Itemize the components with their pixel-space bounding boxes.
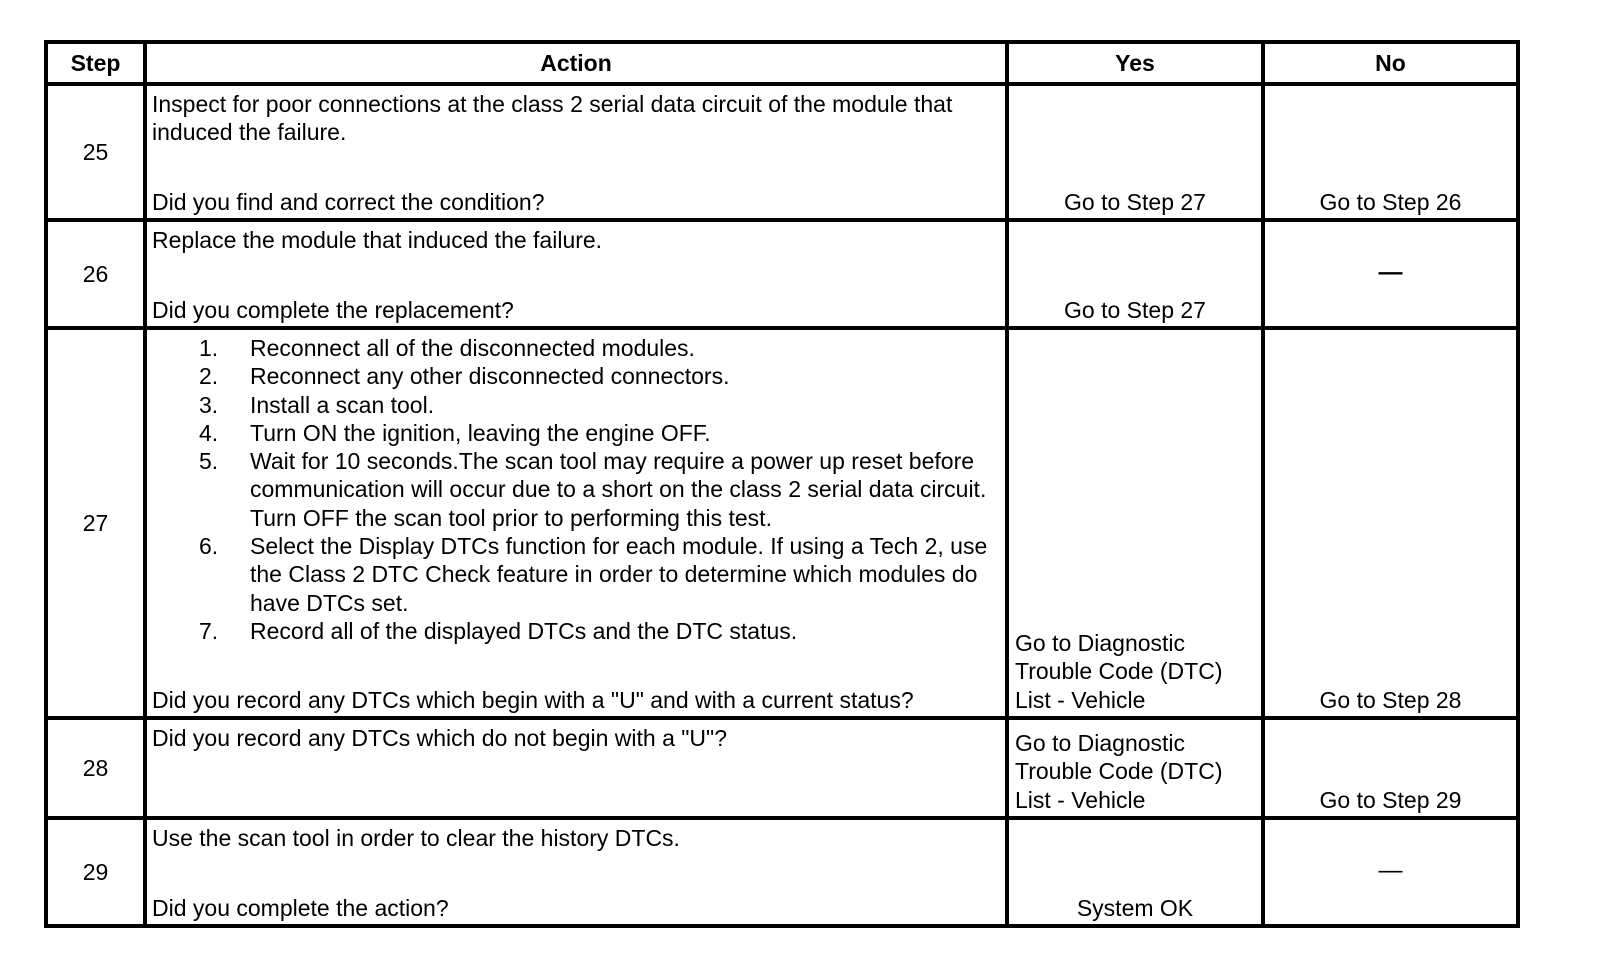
action-instruction: Inspect for poor connections at the class 2 serial data circuit of the module that induced the failure. <box>152 91 953 146</box>
table-row-step-27 <box>46 328 1518 718</box>
yes-result: Go to Diagnostic Trouble Code (DTC) List - Vehicle <box>1007 718 1263 818</box>
header-yes: Yes <box>1007 42 1263 84</box>
procedure-item-text: Reconnect all of the disconnected modules. <box>250 335 695 361</box>
procedure-item <box>152 334 997 362</box>
table-row-step-28 <box>46 718 1518 818</box>
action-instruction: Replace the module that induced the failure. <box>152 227 603 253</box>
action-question: Did you complete the replacement? <box>152 296 514 323</box>
procedure-item-text: Install a scan tool. <box>250 391 435 418</box>
action-question: Did you complete the action? <box>152 894 449 921</box>
no-result: Go to Step 26 <box>1263 84 1518 220</box>
procedure-item-number: 3. <box>199 391 219 418</box>
header-no: No <box>1263 42 1518 84</box>
procedure-item <box>152 419 997 447</box>
table-row-step-29 <box>46 818 1518 926</box>
table-row-step-25 <box>46 84 1518 220</box>
action-question: Did you record any DTCs which do not begin with a "U"? <box>152 725 727 751</box>
procedure-item-number: 4. <box>199 419 219 446</box>
procedure-item-number: 5. <box>199 448 219 475</box>
diagnostic-steps-table <box>44 40 1520 928</box>
procedure-item-number: 7. <box>199 617 219 644</box>
no-result-dash: — <box>1263 818 1518 926</box>
header-step: Step <box>46 42 145 84</box>
procedure-item-number: 1. <box>199 335 219 361</box>
procedure-item-text: Select the Display DTCs function for each module. If using a Tech 2, use the Class 2 DTC Check feature in order to determine which modules do have DTCs set. <box>250 533 988 616</box>
procedure-item <box>152 532 997 617</box>
procedure-item-number: 6. <box>199 533 219 560</box>
procedure-item <box>152 447 997 532</box>
procedure-item-text: Record all of the displayed DTCs and the DTC status. <box>250 617 798 644</box>
step-number: 27 <box>46 328 145 718</box>
action-cell <box>145 220 1007 328</box>
procedure-item-text: Wait for 10 seconds.The scan tool may require a power up reset before communication will occur due to a short on the class 2 serial data circuit. Turn OFF the scan tool prior to performing this test. <box>250 448 987 531</box>
action-cell <box>145 718 1007 818</box>
no-result-dash: — <box>1263 220 1518 328</box>
no-result: Go to Step 28 <box>1263 328 1518 718</box>
action-question: Did you find and correct the condition? <box>152 188 545 215</box>
procedure-item-text: Turn ON the ignition, leaving the engine OFF. <box>250 419 711 446</box>
procedure-item-number: 2. <box>199 363 219 390</box>
no-result: Go to Step 29 <box>1263 718 1518 818</box>
yes-result: System OK <box>1007 818 1263 926</box>
procedure-item-text: Reconnect any other disconnected connectors. <box>250 363 730 390</box>
action-instruction: Use the scan tool in order to clear the history DTCs. <box>152 825 680 851</box>
table-row-step-26 <box>46 220 1518 328</box>
header-action: Action <box>145 42 1007 84</box>
action-cell <box>145 328 1007 718</box>
procedure-list <box>152 334 997 645</box>
yes-result: Go to Step 27 <box>1007 84 1263 220</box>
step-number: 28 <box>46 718 145 818</box>
step-number: 25 <box>46 84 145 220</box>
action-cell <box>145 84 1007 220</box>
table-header-row <box>46 42 1518 84</box>
step-number: 29 <box>46 818 145 926</box>
action-question: Did you record any DTCs which begin with a "U" and with a current status? <box>152 686 914 713</box>
procedure-item <box>152 391 997 419</box>
procedure-item <box>152 617 997 645</box>
yes-result: Go to Diagnostic Trouble Code (DTC) List - Vehicle <box>1007 328 1263 718</box>
procedure-item <box>152 362 997 390</box>
step-number: 26 <box>46 220 145 328</box>
action-cell <box>145 818 1007 926</box>
yes-result: Go to Step 27 <box>1007 220 1263 328</box>
